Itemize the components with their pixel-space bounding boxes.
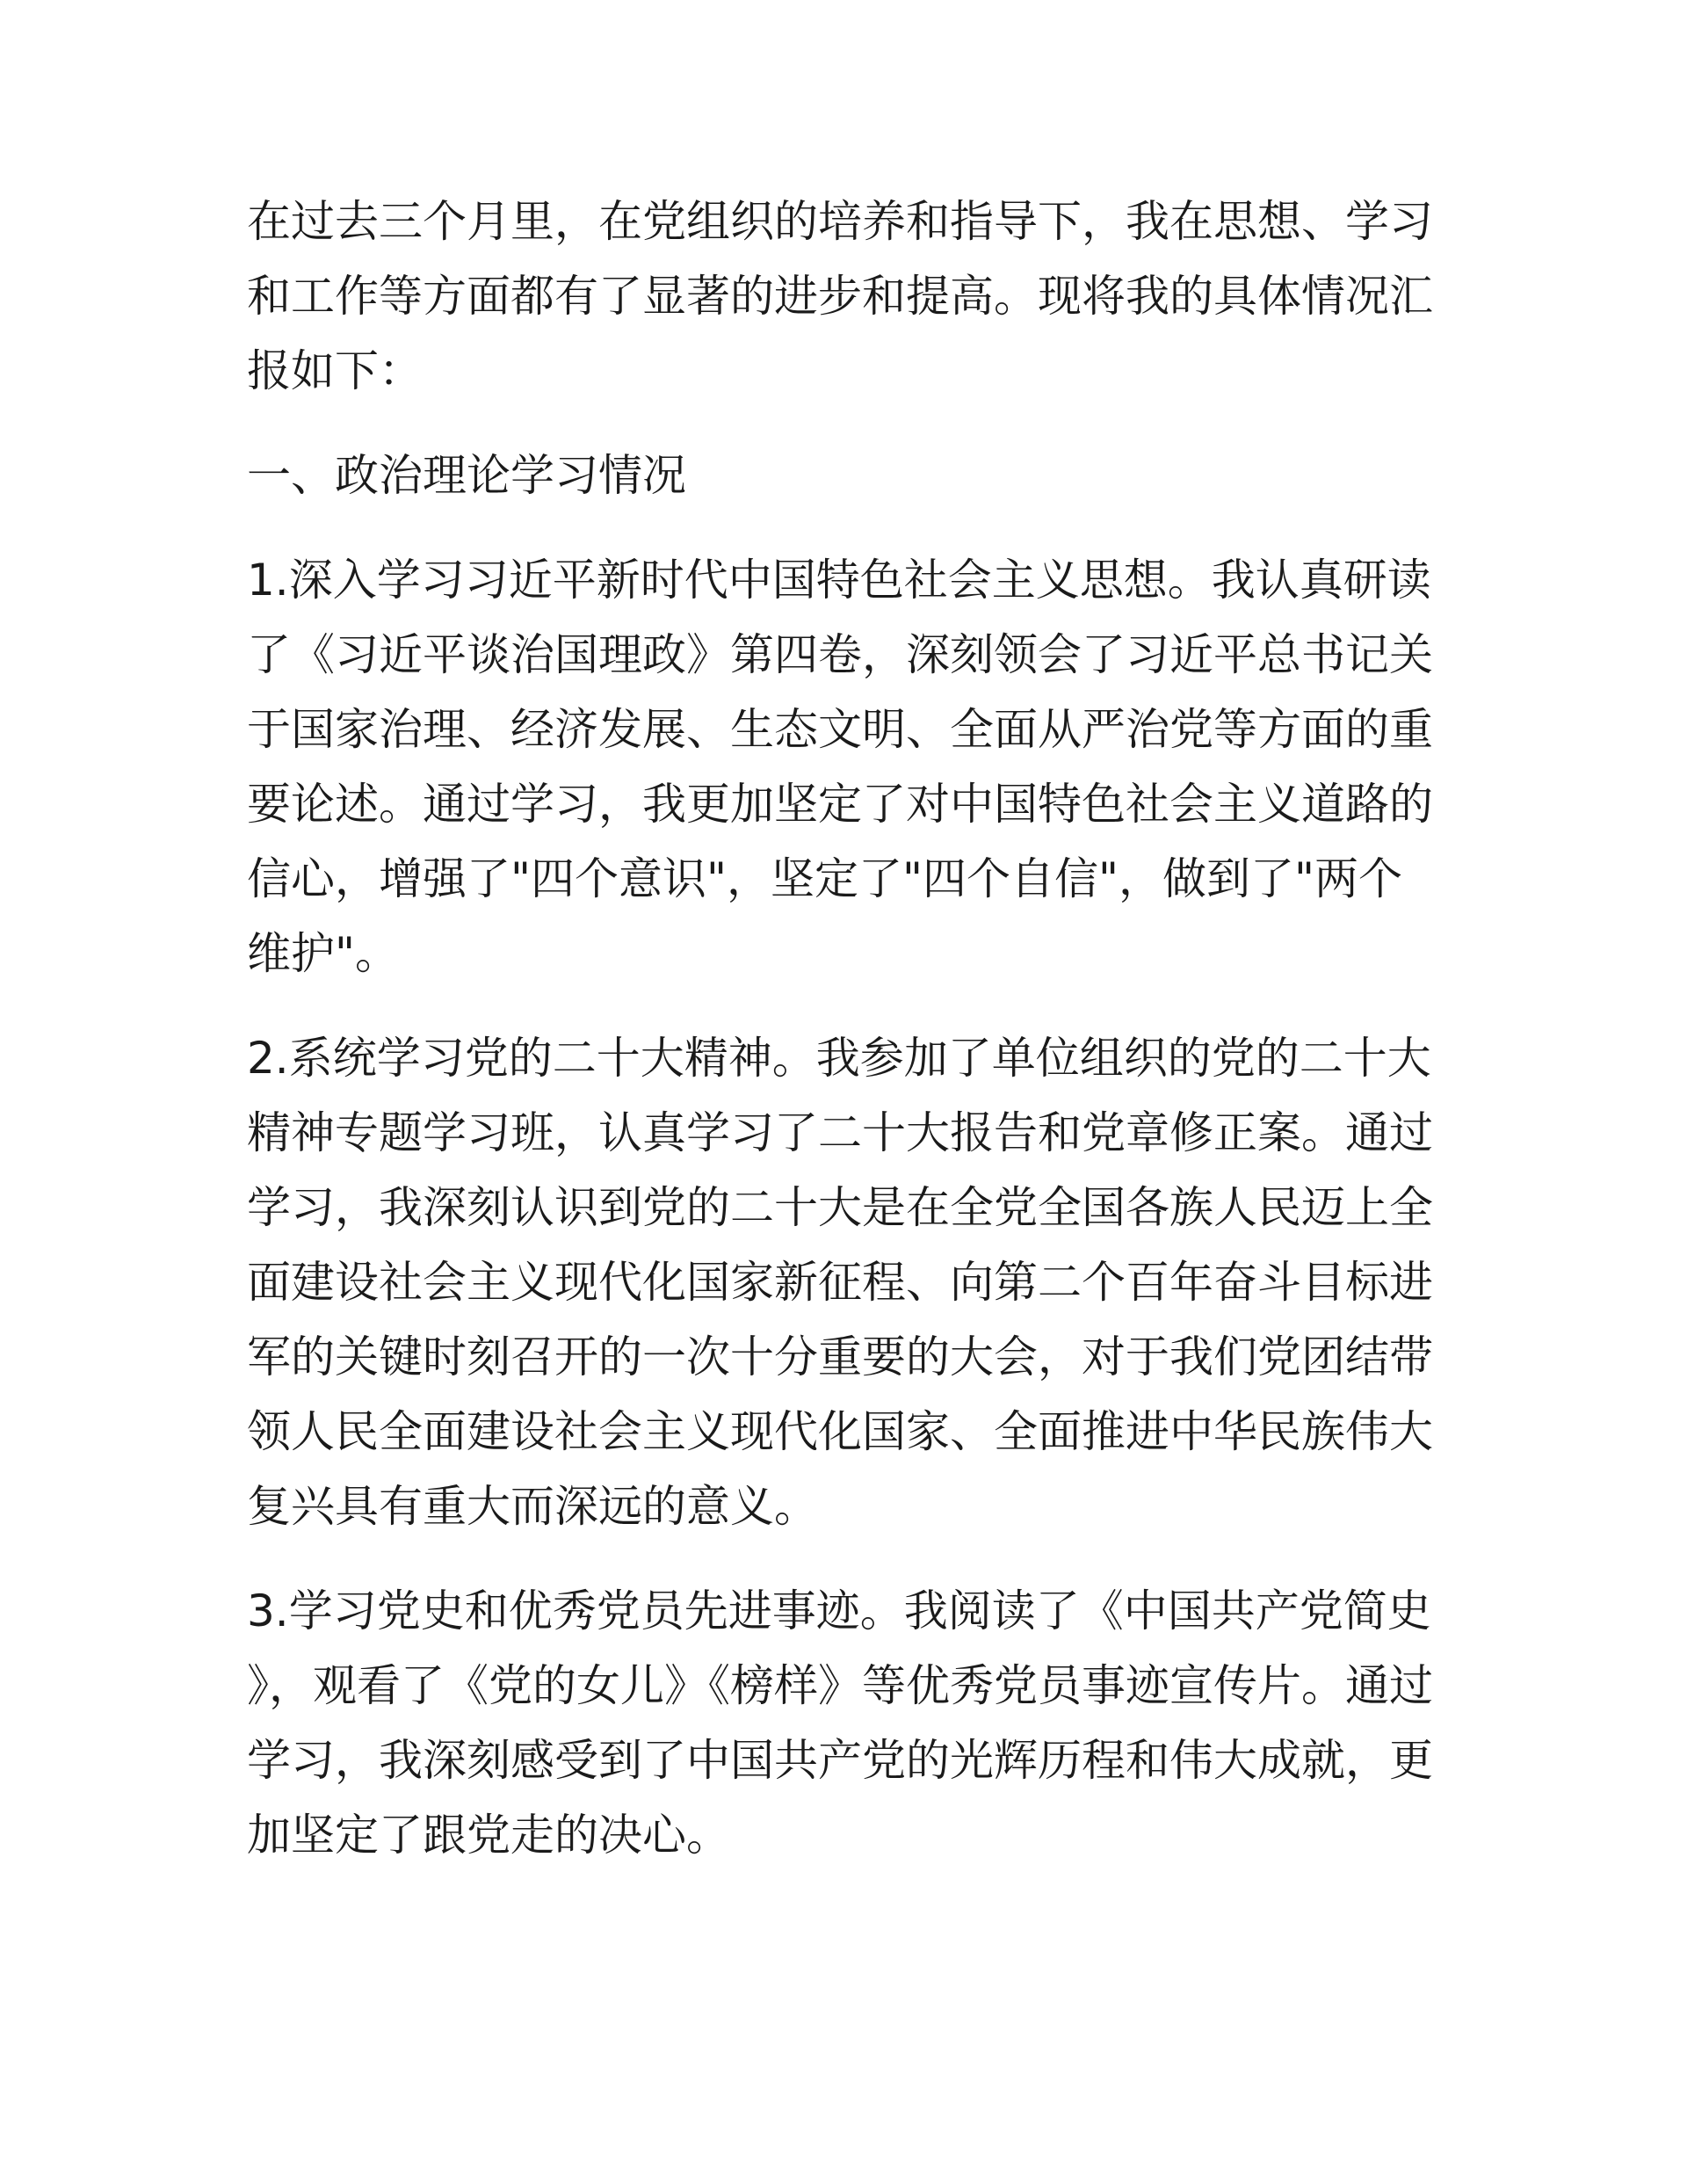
document-body [247, 185, 1442, 1903]
section-heading: 一、政治理论学习情况 [247, 450, 686, 501]
intro-paragraph: 在过去三个月里，在党组织的培养和指导下，我在思想、学习和工作等方面都有了显著的进步和提高。现将我的具体情况汇报如下： [247, 196, 1433, 396]
item-1-paragraph: 1.深入学习习近平新时代中国特色社会主义思想。我认真研读了《习近平谈治国理政》第四卷，深刻领会了习近平总书记关于国家治理、经济发展、生态文明、全面从严治党等方面的重要论述。通过学习，我更加坚定了对中国特色社会主义道路的信心，增强了"四个意识"，坚定了"四个自信"，做到了"两个维护"。 [247, 555, 1433, 979]
item-2-paragraph: 2.系统学习党的二十大精神。我参加了单位组织的党的二十大精神专题学习班，认真学习了二十大报告和党章修正案。通过学习，我深刻认识到党的二十大是在全党全国各族人民迈上全面建设社会主义现代化国家新征程、向第二个百年奋斗目标进军的关键时刻召开的一次十分重要的大会，对于我们党团结带领人民全面建设社会主义现代化国家、全面推进中华民族伟大复兴具有重大而深远的意义。 [247, 1033, 1433, 1532]
item-3-paragraph: 3.学习党史和优秀党员先进事迹。我阅读了《中国共产党简史》，观看了《党的女儿》《榜样》等优秀党员事迹宣传片。通过学习，我深刻感受到了中国共产党的光辉历程和伟大成就，更加坚定了跟党走的决心。 [247, 1585, 1433, 1861]
